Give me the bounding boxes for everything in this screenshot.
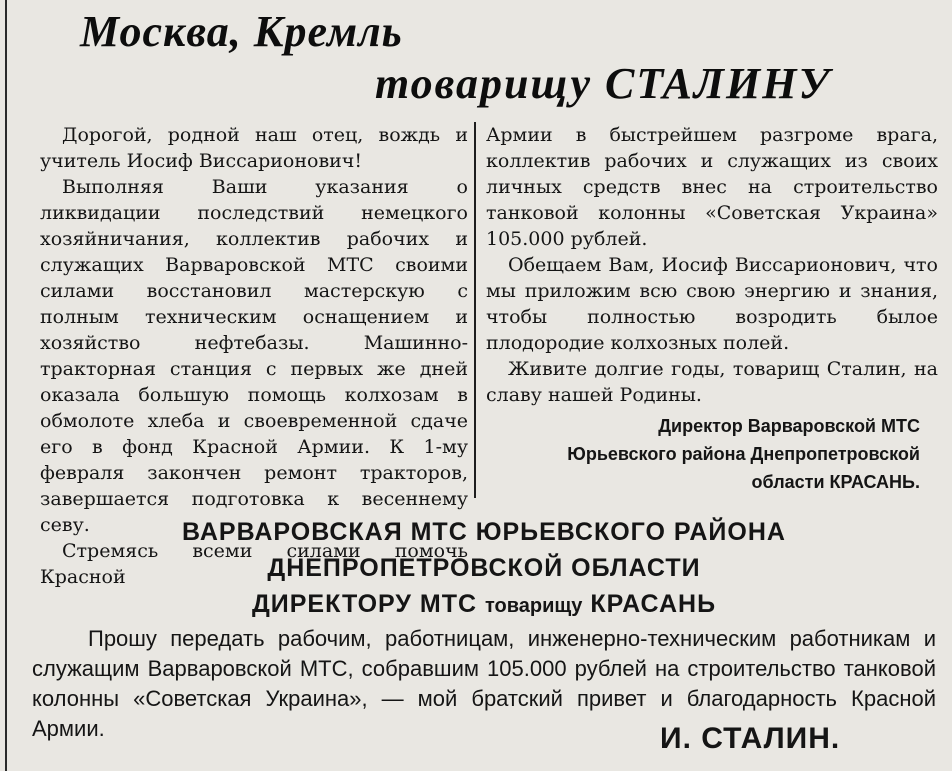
reply-heading-line: ВАРВАРОВСКАЯ МТС ЮРЬЕВСКОГО РАЙОНА [182, 518, 786, 546]
left-border-rule [5, 0, 7, 771]
signature-line: Директор Варваровской МТС [658, 416, 920, 436]
reply-heading-comrade: товарищу [485, 595, 583, 617]
headline-address: Москва, Кремль [80, 7, 403, 56]
letter-signature [500, 412, 920, 496]
column-divider [474, 122, 476, 498]
letter-paragraph: Выполняя Ваши указания о ликвидации последствий немецкого хозяйничания, коллектив рабочих и служащих Варваровской МТС своими силами восстановил мастерскую с полным техническим оснащением и хозяйство нефтебазы. Машинно-тракторная станция с первых же дней оказала большую помощь колхозам в обмолоте хлеба и своевременной сдаче его в фонд Красной Армии. К 1-му февраля закончен ремонт тракторов, завершается подготовка к весеннему севу. [40, 176, 468, 536]
letter-paragraph: Стремясь всеми силами помочь Красной [40, 540, 468, 588]
signature-line: области КРАСАНЬ. [751, 472, 920, 492]
letter-paragraph: Дорогой, родной наш отец, вождь и учитель Иосиф Виссарионович! [40, 124, 468, 172]
letter-paragraph: Армии в быстрейшем разгроме врага, коллектив рабочих и служащих из своих личных средств внес на строительство танковой колонны «Советская Украина» 105.000 рублей. [486, 124, 938, 250]
reply-heading-name: КРАСАНЬ [590, 590, 717, 618]
headline-addressee: товарищу СТАЛИНУ [375, 59, 832, 108]
reply-heading-director: ДИРЕКТОРУ МТС [251, 590, 478, 618]
reply-heading-line: ДНЕПРОПЕТРОВСКОЙ ОБЛАСТИ [267, 554, 701, 582]
signature-line: Юрьевского района Днепропетровской [567, 444, 920, 464]
reply-signature: И. СТАЛИН. [660, 722, 841, 755]
letter-paragraph: Живите долгие годы, товарищ Сталин, на славу нашей Родины. [486, 358, 938, 406]
reply-heading-line [40, 586, 928, 624]
reply-body: Прошу передать рабочим, работницам, инженерно-техническим работникам и служащим Варваровской МТС, собравшим 105.000 рублей на строительство танковой колонны «Советская Украина», — мой братский привет и благодарность Красной Армии. [32, 626, 936, 741]
letter-right-column [486, 122, 938, 408]
letter-paragraph: Обещаем Вам, Иосиф Виссарионович, что мы приложим всю свою энергию и знания, чтобы полностью возродить былое плодородие колхозных полей. [486, 254, 938, 354]
reply-heading [40, 514, 928, 624]
